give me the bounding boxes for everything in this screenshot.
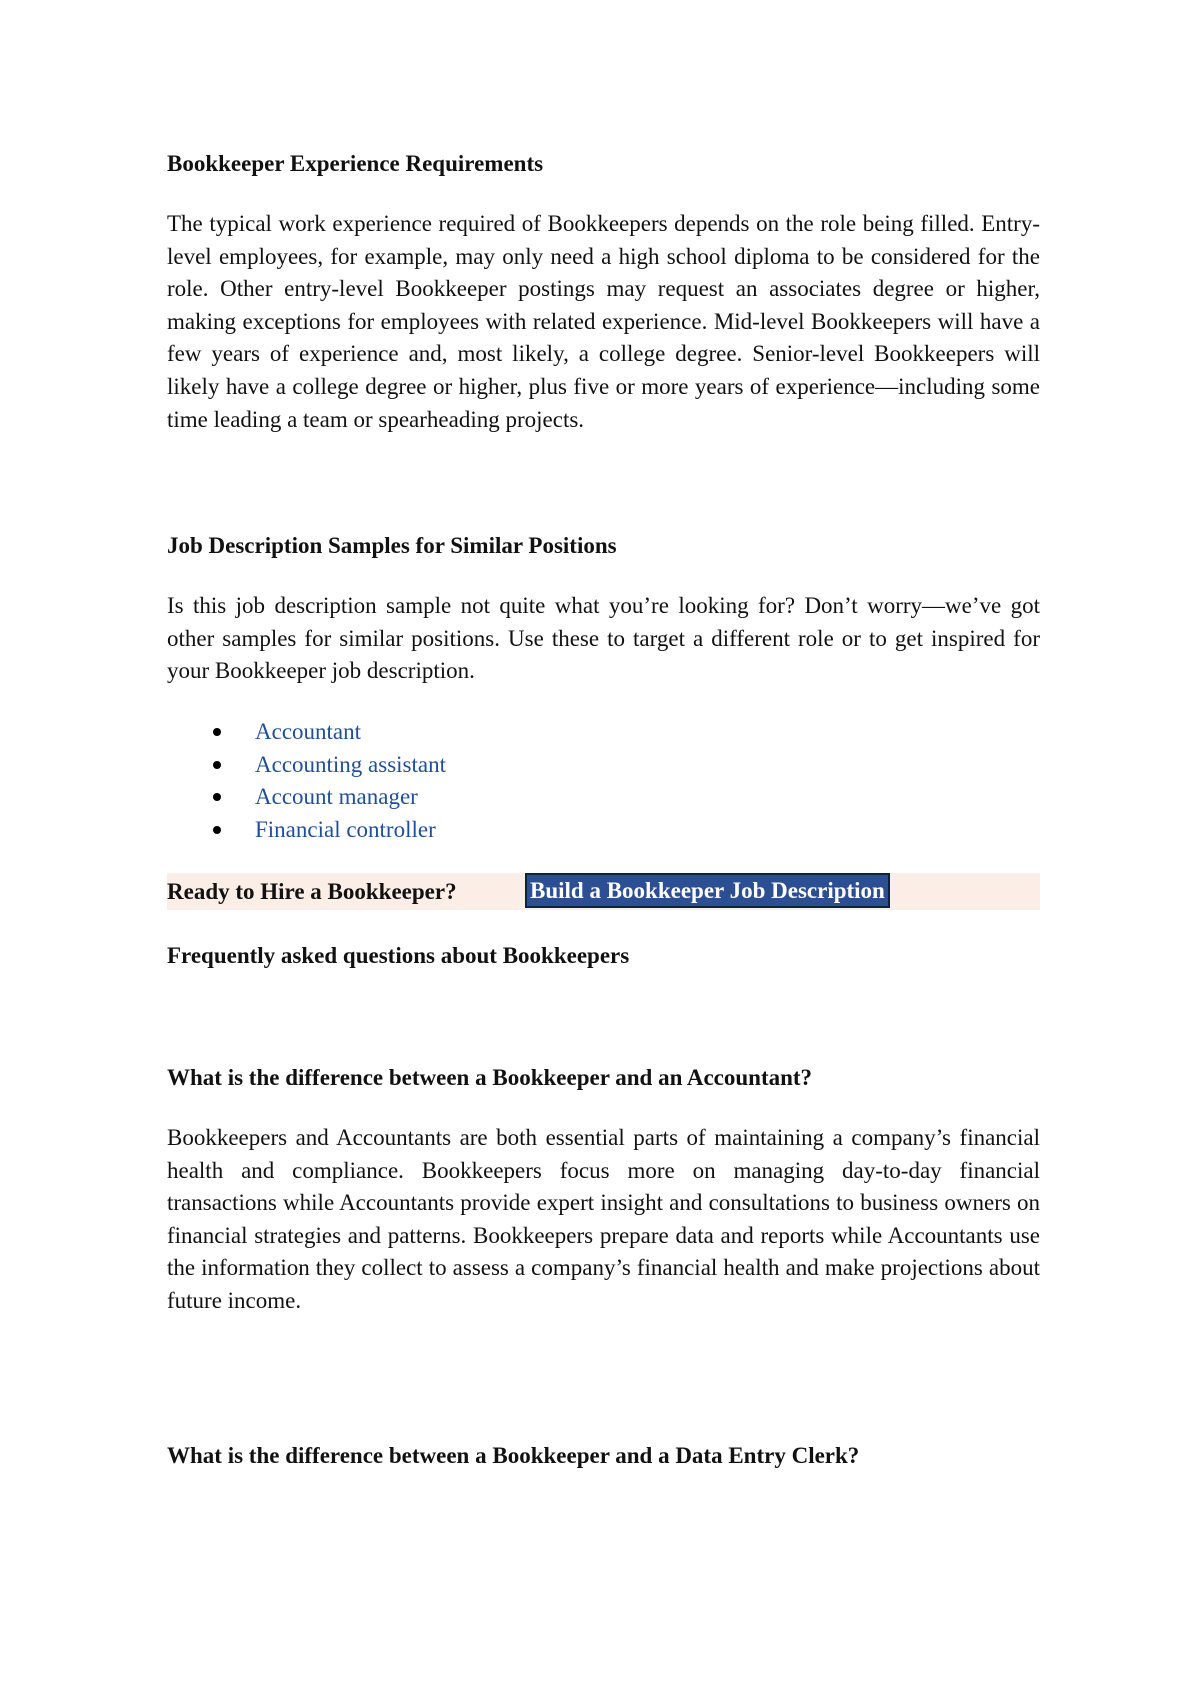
bullet-icon [213,826,221,834]
link-financial-controller[interactable]: Financial controller [255,816,436,842]
bullet-icon [213,728,221,736]
faq-heading: Frequently asked questions about Bookkeepers [167,943,630,968]
faq-question-2: What is the difference between a Bookkeeper and a Data Entry Clerk? [167,1443,860,1468]
link-account-manager[interactable]: Account manager [255,784,418,810]
list-item [167,814,1040,847]
bullet-icon [213,761,221,769]
link-accountant[interactable]: Accountant [255,719,362,744]
link-accounting-assistant[interactable]: Accounting assistant [255,751,446,777]
samples-heading: Job Description Samples for Similar Positions [167,533,617,558]
list-item [167,749,1040,782]
bullet-icon [213,793,221,801]
experience-paragraph: The typical work experience required of Bookkeepers depends on the role being filled. Entry-level employees, for example, may only need a high school diploma to be considered for the role. Other entry-level Bookkeeper postings may request an associates degree or higher, making exceptions for employees with related experience. Mid-level Bookkeepers will have a few years of experience and, most likely, a college degree. Senior-level Bookkeepers will likely have a college degree or higher, plus five or more years of experience—including some time leading a team or spearheading projects. [167,211,1040,432]
faq-answer-1: Bookkeepers and Accountants are both essential parts of maintaining a company’s financial health and compliance. Bookkeepers focus more on managing day-to-day financial transactions while Accountants provide expert insight and consultations to business owners on financial strategies and patterns. Bookkeepers prepare data and reports while Accountants use the information they collect to assess a company’s financial health and make projections about future income. [167,1125,1040,1313]
similar-positions-list [167,716,1040,846]
faq-question-1: What is the difference between a Bookkeeper and an Accountant? [167,1065,813,1090]
experience-heading: Bookkeeper Experience Requirements [167,151,544,176]
list-item [167,781,1040,814]
cta-text: Ready to Hire a Bookkeeper? [167,879,457,904]
samples-paragraph: Is this job description sample not quite what you’re looking for? Don’t worry—we’ve got other samples for similar positions. Use these to target a different role or to get inspired for your Bookkeeper job description. [167,593,1040,684]
list-item [167,716,1040,749]
build-job-description-button[interactable]: Build a Bookkeeper Job Description [525,873,890,908]
